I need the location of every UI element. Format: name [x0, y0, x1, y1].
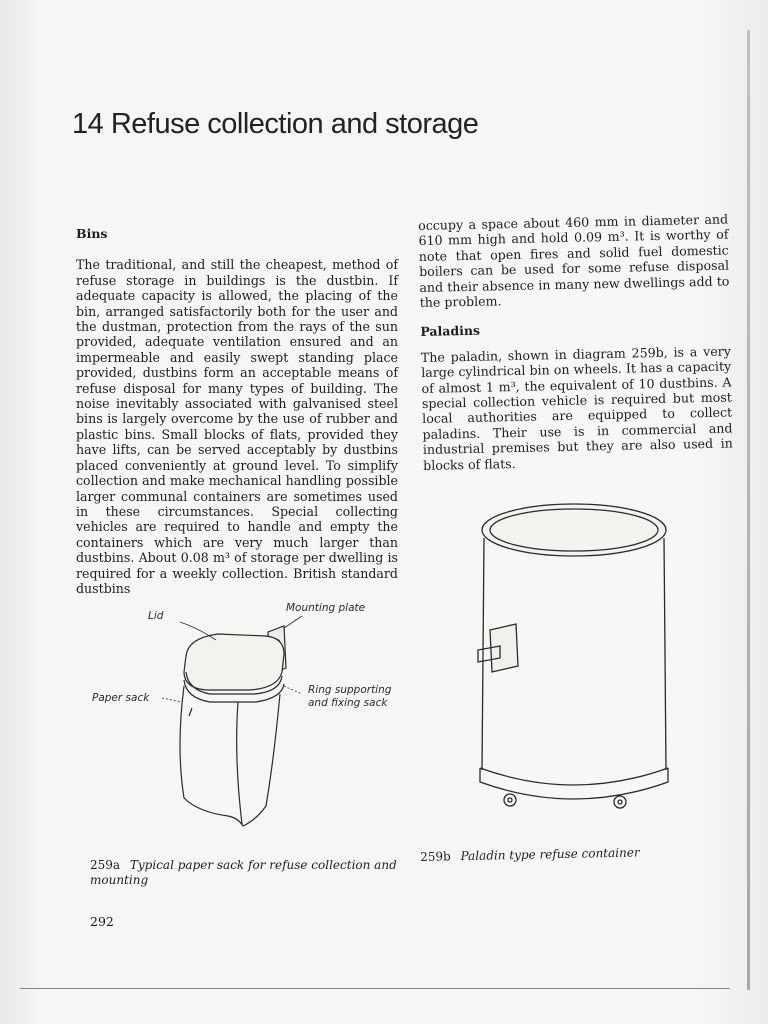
figure-paladin	[470, 490, 680, 830]
bottom-rule	[20, 988, 730, 989]
chapter-title: 14 Refuse collection and storage	[72, 108, 479, 140]
paladin-drawing	[470, 490, 680, 830]
caption-259a	[90, 858, 400, 888]
label-mounting-plate: Mounting plate	[286, 602, 366, 614]
label-lid: Lid	[148, 610, 164, 622]
right-column	[418, 212, 733, 474]
left-column	[76, 226, 398, 596]
caption-259b-number: 259b	[420, 849, 451, 864]
caption-259a-text: Typical paper sack for refuse collection and mounting	[90, 858, 397, 887]
caption-259a-number: 259a	[90, 858, 121, 872]
page-spine-shadow	[747, 30, 750, 990]
bins-paragraph: The traditional, and still the cheapest, method of refuse storage in buildings is the dustbin. If adequate capacity is allowed, the placing of the bin, arranged satisfactorily both for the user and the dustman, protection from the rays of the sun provided, adequate ventilation ensured and an impermeable and easily swept standing place provided, dustbins form an acceptable means of refuse disposal for many types of building. The noise inevitably associated with galvanised steel bins is largely overcome by the use of rubber and plastic bins. Small blocks of flats, provided they have lifts, can be served acceptably by dustbins placed conveniently at ground level. To simplify collection and make mechanical handling possible larger communal containers are sometimes used in these circumstances. Special collecting vehicles are required to handle and empty the containers which are very much larger than dustbins. About 0.08 m³ of storage per dwelling is required for a weekly collection. British standard dustbins	[76, 257, 398, 596]
paper-sack-drawing	[88, 598, 408, 848]
section-heading-paladins: Paladins	[420, 323, 481, 340]
page-number: 292	[90, 914, 114, 929]
bins-continued-paragraph: occupy a space about 460 mm in diameter and 610 mm high and hold 0.09 m³. It is worthy of note that open fires and solid fuel domestic boilers can be used for some refuse disposal and their absence in many new dwellings add to the problem.	[418, 211, 730, 311]
label-paper-sack: Paper sack	[92, 692, 150, 704]
label-ring-line-2: and fixing sack	[308, 697, 388, 709]
paladins-paragraph: The paladin, shown in diagram 259b, is a very large cylindrical bin on wheels. It has a capacity of almost 1 m³, the equivalent of 10 dustbins. A special collection vehicle is required but most local authorities are equipped to collect paladins. Their use is in commercial and industrial premises but they are also used in blocks of flats.	[420, 343, 733, 473]
figure-paper-sack	[88, 598, 408, 848]
section-heading-bins: Bins	[76, 226, 108, 241]
label-ring-line-1: Ring supporting	[308, 684, 392, 696]
caption-259b-text: Paladin type refuse container	[460, 845, 640, 864]
caption-259b	[420, 845, 660, 865]
